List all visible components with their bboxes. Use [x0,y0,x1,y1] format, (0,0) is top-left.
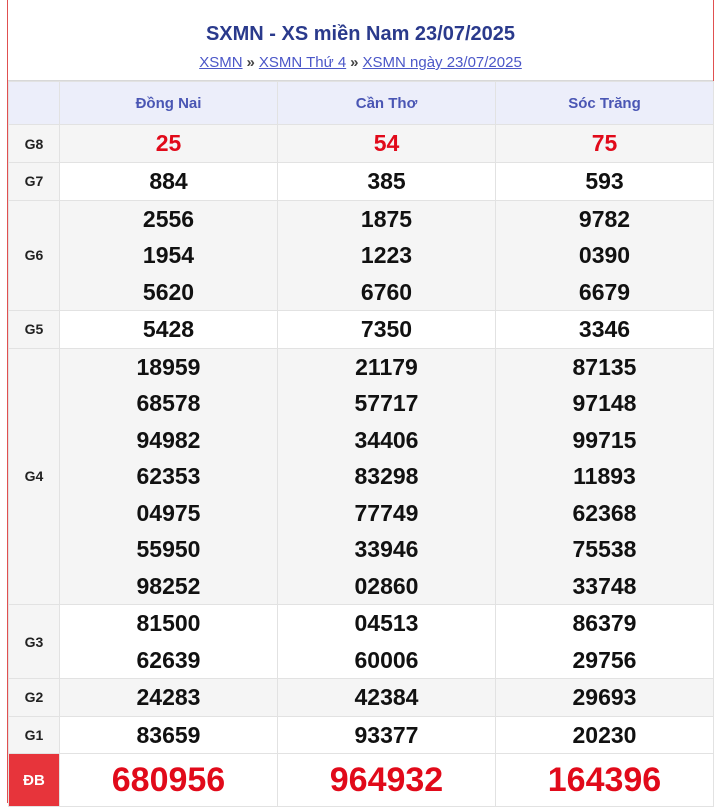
result-number: 83298 [354,463,419,489]
prize-label: G2 [9,679,60,717]
prize-label: G7 [9,163,60,201]
result-number: 83659 [136,721,201,748]
result-cell [496,348,714,605]
prize-label: G6 [9,200,60,311]
result-number: 884 [149,168,188,194]
result-cell [60,311,278,349]
breadcrumb-separator: » [246,54,255,71]
result-number: 18959 [136,353,201,380]
result-cell [60,605,278,679]
result-cell [496,200,714,311]
results-table [8,81,714,807]
result-number: 04975 [136,499,201,526]
result-cell [496,754,714,807]
result-number: 75 [591,130,618,157]
result-number: 62368 [572,499,637,526]
table-header-row [9,82,714,125]
result-number: 20230 [572,721,637,748]
prize-label: G4 [9,348,60,605]
breadcrumb [8,54,713,72]
result-number: 11893 [573,463,636,489]
result-cell [496,605,714,679]
result-number: 5620 [142,278,195,305]
result-number: 5428 [142,316,195,342]
special-result-number: 680956 [111,761,226,799]
province-header: Đồng Nai [60,82,278,125]
result-number: 0390 [578,242,631,268]
result-number: 60006 [354,646,419,673]
result-number: 55950 [136,536,201,562]
result-number: 81500 [136,610,201,636]
prize-row-g1 [9,716,714,754]
result-number: 86379 [572,610,637,636]
results-panel [7,0,714,803]
result-number: 33748 [572,572,637,599]
result-number: 68578 [136,390,201,416]
result-number: 87135 [572,353,637,380]
result-number: 3346 [578,316,631,342]
result-cell [278,163,496,201]
result-cell [278,679,496,717]
prize-row-g4 [9,348,714,605]
result-number: 77749 [354,499,419,526]
result-number: 25 [155,130,182,157]
result-number: 385 [367,168,406,194]
province-header: Cần Thơ [278,82,496,125]
result-cell [278,716,496,754]
result-cell [60,125,278,163]
result-cell [60,679,278,717]
breadcrumb-link-weekday[interactable]: XSMN Thứ 4 [258,54,347,71]
result-cell [60,348,278,605]
result-number: 9782 [578,205,631,232]
breadcrumb-link-date[interactable]: XSMN ngày 23/07/2025 [362,54,522,71]
result-number: 99715 [572,426,637,453]
result-cell [496,716,714,754]
prize-row-g5 [9,311,714,349]
result-cell [278,200,496,311]
result-number: 04513 [354,610,419,636]
result-cell [496,311,714,349]
result-cell [496,125,714,163]
result-number: 98252 [136,572,201,599]
prize-row-g6 [9,200,714,311]
result-number: 75538 [572,536,637,562]
result-number: 54 [373,130,400,157]
special-prize-label: ĐB [9,754,60,807]
result-number: 1954 [142,242,195,268]
page-title: SXMN - XS miền Nam 23/07/2025 [205,23,516,45]
result-cell [278,605,496,679]
result-number: 94982 [136,426,201,453]
province-header: Sóc Trăng [496,82,714,125]
result-cell [278,754,496,807]
result-cell [496,679,714,717]
result-number: 93377 [354,721,419,748]
prize-row-special [9,754,714,807]
result-number: 62353 [136,463,201,489]
results-header [8,0,713,81]
result-number: 21179 [355,353,418,380]
result-number: 6679 [578,278,631,305]
result-number: 6760 [360,278,413,305]
special-result-number: 964932 [329,761,444,799]
prize-row-g3 [9,605,714,679]
result-cell [60,163,278,201]
result-number: 593 [585,168,624,194]
result-number: 97148 [572,390,637,416]
result-cell [60,716,278,754]
result-number: 1223 [360,242,413,268]
header-corner-cell [9,82,60,125]
result-cell [278,311,496,349]
result-number: 24283 [136,684,201,710]
result-number: 29693 [572,684,637,710]
result-number: 1875 [360,205,413,232]
result-number: 34406 [354,426,419,453]
prize-label: G1 [9,716,60,754]
prize-row-g2 [9,679,714,717]
prize-label: G5 [9,311,60,349]
breadcrumb-link-xsmn[interactable]: XSMN [199,54,243,71]
result-cell [60,200,278,311]
special-result-number: 164396 [547,761,662,799]
breadcrumb-separator: » [350,54,359,71]
result-number: 42384 [354,684,419,710]
result-cell [278,125,496,163]
prize-row-g8 [9,125,714,163]
result-cell [496,163,714,201]
result-number: 33946 [354,536,419,562]
result-number: 62639 [136,646,201,673]
prize-label: G3 [9,605,60,679]
prize-label: G8 [9,125,60,163]
prize-row-g7 [9,163,714,201]
result-cell [60,754,278,807]
result-cell [278,348,496,605]
result-number: 7350 [360,316,413,342]
result-number: 29756 [572,646,637,673]
result-number: 02860 [354,572,419,599]
result-number: 2556 [142,205,195,232]
result-number: 57717 [354,390,419,416]
